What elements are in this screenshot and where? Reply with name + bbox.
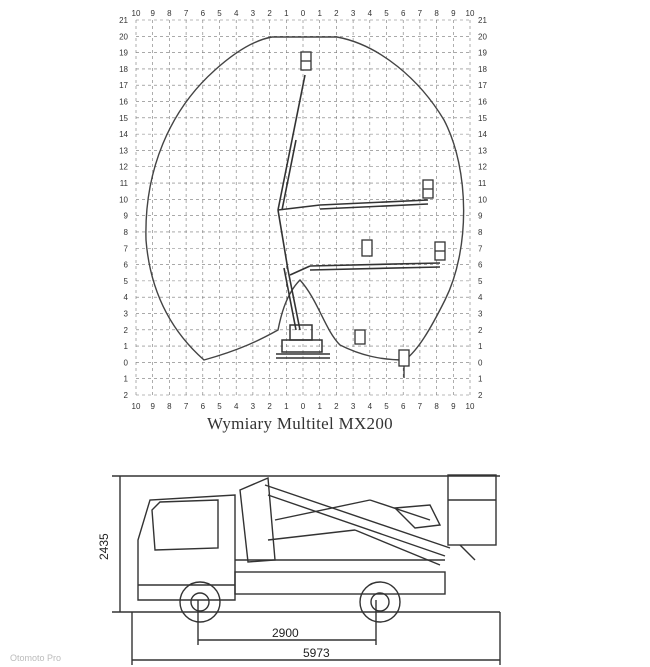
x-tick-label: 7 [417, 402, 423, 411]
x-tick-label: 2 [267, 402, 272, 411]
y-tick-label: 0 [478, 358, 483, 368]
x-tick-label: 8 [434, 402, 439, 411]
y-tick-label: 5 [478, 276, 483, 286]
x-tick-label: 4 [367, 9, 373, 18]
y-tick-label: 1 [478, 342, 483, 352]
x-tick-label: 3 [350, 9, 356, 18]
x-tick-label: 7 [183, 9, 189, 18]
y-tick-label: 2 [478, 391, 483, 400]
y-tick-label: 13 [478, 146, 487, 156]
x-tick-label: 8 [434, 9, 439, 18]
x-tick-label: 2 [334, 402, 339, 411]
x-tick-label: 3 [250, 402, 256, 411]
x-tick-label: 2 [334, 9, 339, 18]
y-tick-label: 11 [119, 179, 128, 189]
y-tick-label: 4 [123, 293, 128, 303]
x-tick-label: 6 [200, 402, 206, 411]
y-tick-label: 2 [123, 391, 128, 400]
y-tick-label: 12 [119, 162, 128, 172]
x-tick-label: 8 [167, 9, 172, 18]
x-tick-label: 10 [465, 9, 475, 18]
x-tick-label: 0 [300, 9, 306, 18]
y-tick-label: 16 [478, 97, 487, 107]
x-tick-label: 1 [317, 9, 322, 18]
y-tick-label: 10 [119, 195, 128, 205]
y-tick-label: 3 [478, 309, 483, 319]
x-tick-label: 0 [300, 402, 306, 411]
x-tick-label: 10 [131, 9, 141, 18]
y-tick-label: 18 [119, 64, 128, 74]
x-tick-label: 7 [417, 9, 423, 18]
y-tick-label: 1 [123, 342, 128, 352]
x-tick-label: 9 [451, 402, 456, 411]
y-tick-label: 7 [478, 244, 483, 254]
x-tick-label: 10 [465, 402, 475, 411]
y-tick-label: 14 [478, 130, 487, 140]
dimension-wheelbase-label: 2900 [272, 626, 299, 640]
x-tick-label: 9 [150, 9, 155, 18]
y-tick-label: 8 [123, 227, 128, 237]
watermark-text: Otomoto Pro [10, 653, 62, 663]
y-tick-label: 15 [478, 113, 487, 123]
x-tick-label: 2 [267, 9, 272, 18]
y-tick-label: 12 [478, 162, 487, 172]
dimension-length-label: 5973 [303, 646, 330, 660]
y-tick-label: 21 [478, 16, 487, 25]
x-tick-label: 6 [200, 9, 206, 18]
x-tick-label: 4 [233, 9, 239, 18]
y-tick-label: 16 [119, 97, 128, 107]
y-tick-label: 14 [119, 130, 128, 140]
y-axis-right-labels [478, 16, 487, 400]
y-tick-label: 20 [119, 32, 128, 42]
x-tick-label: 6 [400, 402, 406, 411]
turret-base [276, 325, 330, 358]
basket-mid-icon [423, 180, 433, 198]
y-tick-label: 0 [123, 358, 128, 368]
y-tick-label: 5 [123, 276, 128, 286]
y-tick-label: 19 [478, 48, 487, 58]
x-tick-label: 10 [131, 402, 141, 411]
y-tick-label: 1 [123, 374, 128, 384]
y-tick-label: 15 [119, 113, 128, 123]
y-tick-label: 18 [478, 64, 487, 74]
diagram-caption: Wymiary Multitel MX200 [207, 414, 393, 433]
x-axis-top-labels [132, 9, 475, 18]
y-tick-label: 8 [478, 227, 483, 237]
x-tick-label: 4 [233, 402, 239, 411]
y-tick-label: 13 [119, 146, 128, 156]
x-tick-label: 7 [183, 402, 189, 411]
x-tick-label: 9 [451, 9, 456, 18]
y-tick-label: 19 [119, 48, 128, 58]
x-tick-label: 5 [384, 402, 389, 411]
y-tick-label: 17 [478, 81, 487, 91]
y-tick-label: 11 [478, 179, 487, 189]
y-tick-label: 17 [119, 81, 128, 91]
x-tick-label: 8 [167, 402, 172, 411]
y-tick-label: 20 [478, 32, 487, 42]
y-tick-label: 4 [478, 293, 483, 303]
y-tick-label: 6 [478, 260, 483, 270]
x-tick-label: 6 [400, 9, 406, 18]
y-tick-label: 1 [478, 374, 483, 384]
x-tick-label: 1 [284, 402, 289, 411]
x-tick-label: 5 [384, 9, 389, 18]
truck-side-view [112, 475, 500, 665]
y-tick-label: 10 [478, 195, 487, 205]
x-tick-label: 4 [367, 402, 373, 411]
x-tick-label: 1 [284, 9, 289, 18]
x-tick-label: 9 [150, 402, 155, 411]
y-tick-label: 9 [478, 211, 483, 221]
x-tick-label: 1 [317, 402, 322, 411]
x-axis-bottom-labels [132, 402, 475, 411]
y-tick-label: 21 [119, 16, 128, 25]
x-tick-label: 3 [250, 9, 256, 18]
y-tick-label: 2 [123, 325, 128, 335]
y-tick-label: 9 [123, 211, 128, 221]
dimension-height-label: 2435 [97, 533, 111, 560]
y-tick-label: 3 [123, 309, 128, 319]
x-tick-label: 3 [350, 402, 356, 411]
basket-top-icon [301, 52, 311, 70]
y-tick-label: 2 [478, 325, 483, 335]
x-tick-label: 5 [217, 402, 222, 411]
x-tick-label: 5 [217, 9, 222, 18]
y-tick-label: 6 [123, 260, 128, 270]
y-tick-label: 7 [123, 244, 128, 254]
y-axis-left-labels [119, 16, 128, 400]
